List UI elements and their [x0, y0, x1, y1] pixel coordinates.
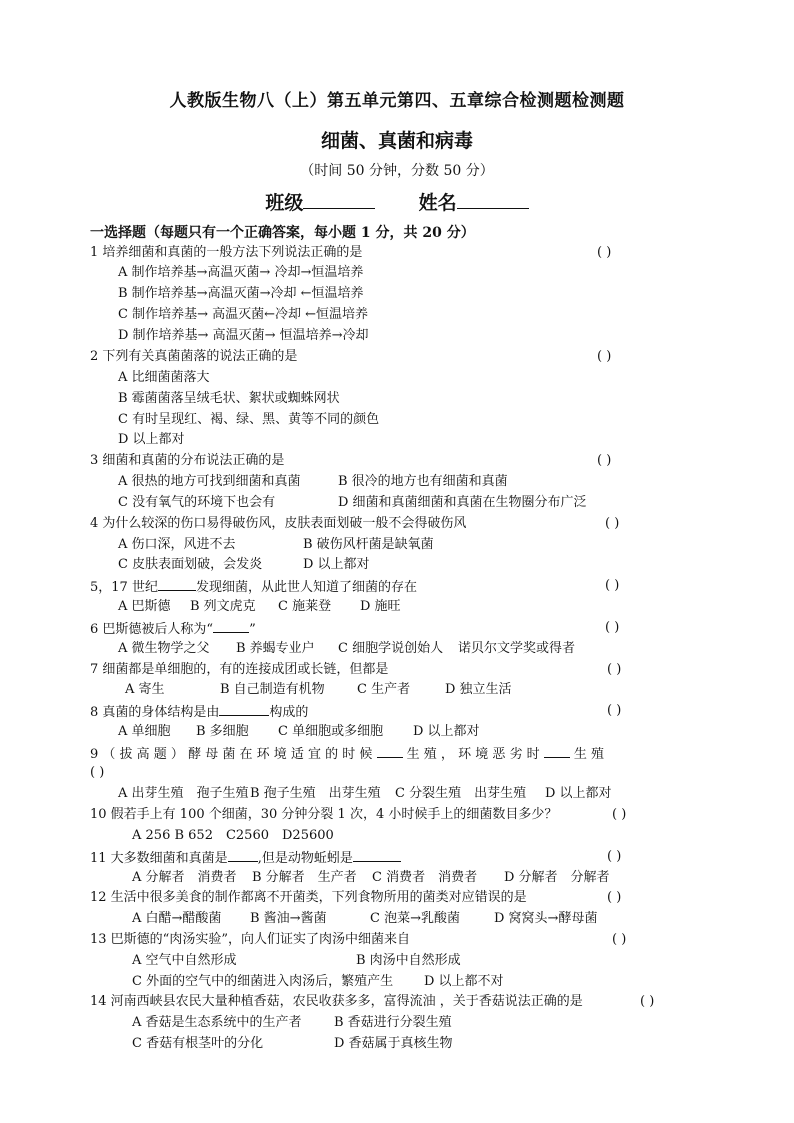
question-3-stem: 3 细菌和真菌的分布说法正确的是: [90, 453, 285, 468]
question-14-option-c: C 香菇有根茎叶的分化: [132, 1036, 264, 1051]
question-9-blank-2[interactable]: [544, 743, 570, 758]
question-10-stem: 10 假若手上有 100 个细菌，30 分钟分裂 1 次，4 小时候手上的细菌数目多少？: [90, 807, 558, 822]
question-8-option-c: C 单细胞或多细胞: [278, 724, 384, 739]
name-blank[interactable]: [457, 190, 529, 209]
question-1-option-a: A 制作培养基→高温灭菌→ 冷却→恒温培养: [118, 265, 364, 280]
question-2-answer[interactable]: ( ): [597, 349, 612, 364]
question-6-option-d: 诺贝尔文学奖或得者: [458, 641, 576, 656]
question-3-option-d: D 细菌和真菌细菌和真菌在生物圈分布广泛: [338, 495, 587, 510]
question-7-option-b: B 自己制造有机物: [220, 682, 325, 697]
question-6-option-c: C 细胞学说创始人: [338, 641, 444, 656]
question-2-stem: 2 下列有关真菌菌落的说法正确的是: [90, 349, 298, 364]
question-8-option-b: B 多细胞: [196, 724, 249, 739]
question-5-option-c: C 施莱登: [278, 599, 332, 614]
question-8-stem: 8 真菌的身体结构是由 构成的: [90, 701, 308, 721]
question-10-answer[interactable]: ( ): [612, 807, 627, 822]
question-8-blank[interactable]: [219, 701, 269, 716]
question-12-option-a: A 白醋→醋酸菌: [132, 911, 222, 926]
question-1-option-c: C 制作培养基→ 高温灭菌←冷却 ←恒温培养: [118, 307, 369, 322]
question-11-blank-1[interactable]: [228, 847, 258, 862]
class-blank[interactable]: [303, 190, 375, 209]
question-4-option-b: B 破伤风杆菌是缺氧菌: [303, 537, 434, 552]
question-9-stem: 9 （ 拔 高 题 ） 酵 母 菌 在 环 境 适 宜 的 时 候 生 殖 ， 环 境 恶 劣 时 生 殖: [90, 743, 604, 763]
question-13-option-a: A 空气中自然形成: [132, 953, 237, 968]
question-13-option-d: D 以上都不对: [424, 974, 504, 989]
question-14-answer[interactable]: ( ): [640, 994, 655, 1009]
question-7-option-a: A 寄生: [125, 682, 165, 697]
question-11-option-d: D 分解者 分解者: [504, 870, 610, 885]
question-13-option-b: B 肉汤中自然形成: [356, 953, 461, 968]
question-13-stem: 13 巴斯德的“肉汤实验”，向人们证实了肉汤中细菌来自: [90, 932, 410, 947]
question-6-stem: 6 巴斯德被后人称为“ ”: [90, 618, 256, 638]
question-5-option-d: D 施旺: [360, 599, 401, 614]
question-10-options: A 256 B 652 C2560 D25600: [132, 828, 334, 843]
question-7-option-d: D 独立生活: [445, 682, 512, 697]
question-5-option-b: B 列文虎克: [190, 599, 256, 614]
question-4-answer[interactable]: ( ): [605, 516, 620, 531]
question-8-option-d: D 以上都对: [413, 724, 480, 739]
question-11-blank-2[interactable]: [353, 847, 401, 862]
question-14-option-d: D 香菇属于真核生物: [334, 1036, 453, 1051]
question-5-option-a: A 巴斯德: [118, 599, 171, 614]
question-7-option-c: C 生产者: [357, 682, 411, 697]
question-12-stem: 12 生活中很多美食的制作都离不开菌类，下列食物所用的菌类对应错误的是: [90, 890, 527, 905]
question-12-option-d: D 窝窝头→酵母菌: [494, 911, 598, 926]
question-7-stem: 7 细菌都是单细胞的，有的连接成团或长链，但都是: [90, 662, 389, 677]
question-9-blank-1[interactable]: [377, 743, 403, 758]
question-5-stem: 5，17 世纪 发现细菌，从此世人知道了细菌的存在: [90, 576, 417, 596]
question-11-answer[interactable]: ( ): [607, 849, 622, 864]
question-9-option-b: B 孢子生殖 出芽生殖: [250, 786, 381, 801]
question-12-option-b: B 酱油→酱菌: [250, 911, 327, 926]
question-4-option-a: A 伤口深，风进不去: [118, 537, 236, 552]
exam-title: 人教版生物八（上）第五单元第四、五章综合检测题检测题: [169, 91, 625, 111]
question-3-option-b: B 很冷的地方也有细菌和真菌: [338, 474, 508, 489]
student-info-line: [0, 188, 794, 215]
question-4-option-d: D 以上都对: [303, 557, 370, 572]
section-title: 一选择题（每题只有一个正确答案，每小题 1 分，共 20 分）: [90, 225, 475, 241]
question-1-option-b: B 制作培养基→高温灭菌→冷却 ←恒温培养: [118, 286, 364, 301]
question-13-option-c: C 外面的空气中的细菌进入肉汤后，繁殖产生: [132, 974, 394, 989]
question-9-option-a: A 出芽生殖 孢子生殖: [118, 786, 249, 801]
question-11-stem: 11 大多数细菌和真菌是 ,但是动物蚯蚓是: [90, 847, 401, 867]
question-6-blank[interactable]: [213, 618, 249, 633]
question-4-option-c: C 皮肤表面划破，会发炎: [118, 557, 263, 572]
question-13-answer[interactable]: ( ): [612, 932, 627, 947]
question-3-option-a: A 很热的地方可找到细菌和真菌: [118, 474, 301, 489]
question-9-option-d: D 以上都对: [545, 786, 612, 801]
question-3-option-c: C 没有氧气的环境下也会有: [118, 495, 276, 510]
question-2-option-c: C 有时呈现红、褐、绿、黑、黄等不同的颜色: [118, 412, 380, 427]
class-label: 班级: [265, 192, 304, 214]
question-14-stem: 14 河南西峡县农民大量种植香菇，农民收获多多，富得流油 ，关于香菇说法正确的是: [90, 994, 583, 1009]
question-1-answer[interactable]: ( ): [597, 245, 612, 260]
question-8-answer[interactable]: ( ): [607, 703, 622, 718]
question-6-option-b: B 养蝎专业户: [236, 641, 315, 656]
question-11-option-c: C 消费者 消费者: [372, 870, 478, 885]
question-6-answer[interactable]: ( ): [605, 620, 620, 635]
question-11-option-b: B 分解者 生产者: [252, 870, 357, 885]
question-2-option-b: B 霉菌菌落呈绒毛状、絮状或蜘蛛网状: [118, 391, 340, 406]
question-12-option-c: C 泡菜→乳酸菌: [370, 911, 460, 926]
question-1-stem: 1 培养细菌和真菌的一般方法下列说法正确的是: [90, 245, 363, 260]
exam-subtitle: 细菌、真菌和病毒: [320, 130, 473, 152]
question-5-answer[interactable]: ( ): [605, 578, 620, 593]
question-2-option-a: A 比细菌菌落大: [118, 370, 210, 385]
question-7-answer[interactable]: ( ): [607, 662, 622, 677]
question-11-option-a: A 分解者 消费者: [132, 870, 237, 885]
question-14-option-b: B 香菇进行分裂生殖: [334, 1015, 452, 1030]
question-12-answer[interactable]: ( ): [607, 890, 622, 905]
name-label: 姓名: [418, 192, 457, 214]
question-9-option-c: C 分裂生殖 出芽生殖: [395, 786, 527, 801]
question-1-option-d: D 制作培养基→ 高温灭菌→ 恒温培养→冷却: [118, 328, 369, 343]
time-info: （时间 50 分钟，分数 50 分）: [300, 163, 494, 179]
question-4-stem: 4 为什么较深的伤口易得破伤风，皮肤表面划破一般不会得破伤风: [90, 516, 467, 531]
question-14-option-a: A 香菇是生态系统中的生产者: [132, 1015, 302, 1030]
question-8-option-a: A 单细胞: [118, 724, 171, 739]
question-6-option-a: A 微生物学之父: [118, 641, 210, 656]
question-3-answer[interactable]: ( ): [597, 453, 612, 468]
question-2-option-d: D 以上都对: [118, 432, 185, 447]
question-5-blank[interactable]: [158, 576, 196, 591]
question-9-answer[interactable]: ( ): [90, 765, 105, 780]
